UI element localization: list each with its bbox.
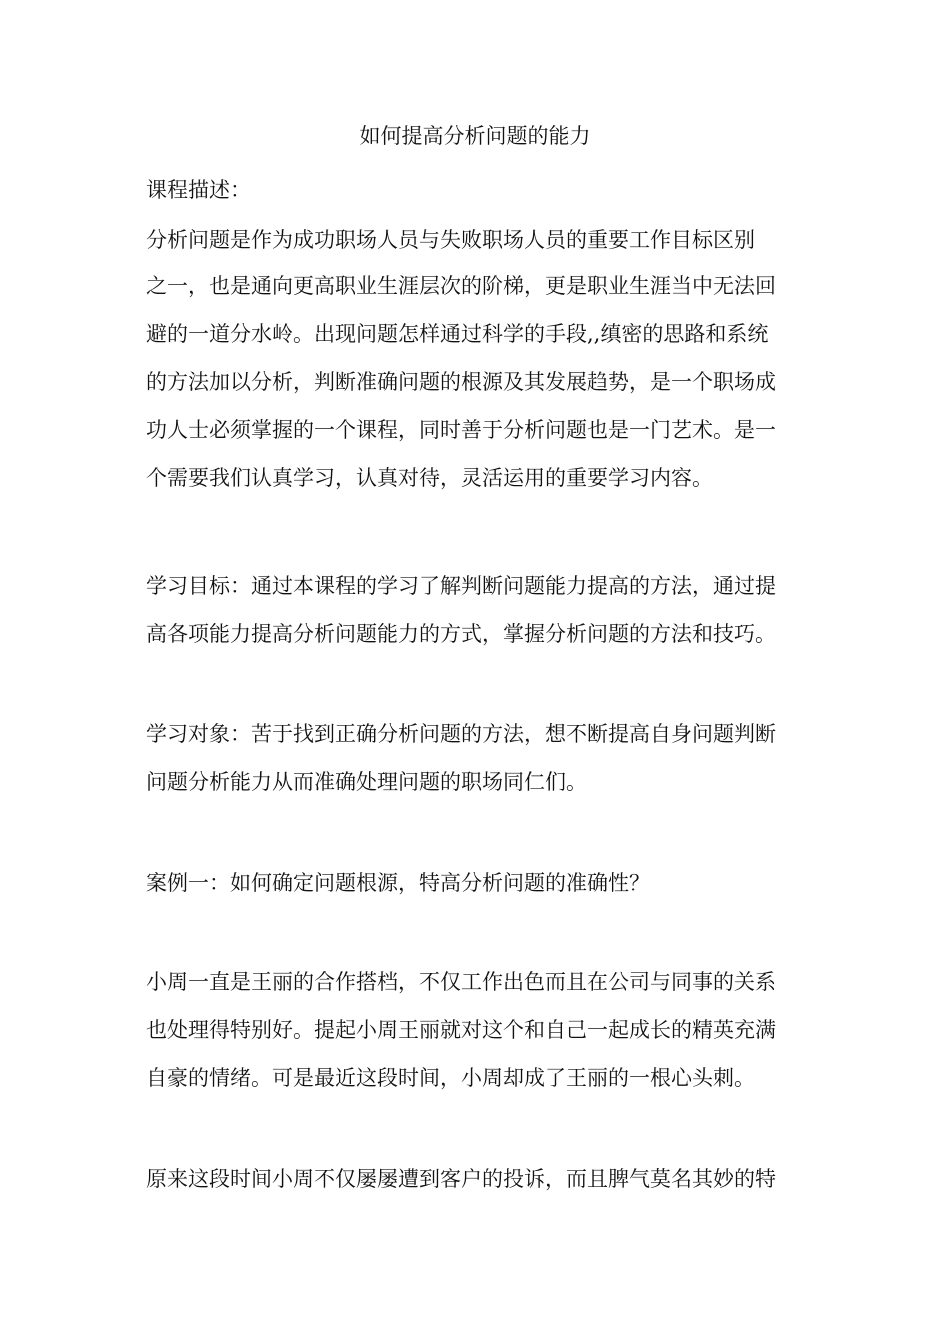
case-heading: 案例一：如何确定问题根源，特高分析问题的准确性？ [146,871,650,895]
description-line: 分析问题是作为成功职场人员与失败职场人员的重要工作目标区别 [146,228,755,252]
learning-goal-line: 高各项能力提高分析问题能力的方式，掌握分析问题的方法和技巧。 [146,622,776,646]
case-paragraph-line: 也处理得特别好。提起小周王丽就对这个和自己一起成长的精英充满 [146,1018,776,1042]
audience-line: 学习对象：苦于找到正确分析问题的方法，想不断提高自身问题判断 [146,722,776,746]
description-line: 避的一道分水岭。出现问题怎样通过科学的手段,,缜密的思路和系统 [146,322,769,346]
case-paragraph-line: 小周一直是王丽的合作搭档，不仅工作出色而且在公司与同事的关系 [146,970,776,994]
document-title: 如何提高分析问题的能力 [359,124,591,148]
case-paragraph-line: 原来这段时间小周不仅屡屡遭到客户的投诉，而且脾气莫名其妙的特 [146,1167,776,1191]
description-line: 功人士必须掌握的一个课程，同时善于分析问题也是一门艺术。是一 [146,418,776,442]
case-paragraph-line: 自豪的情绪。可是最近这段时间，小周却成了王丽的一根心头刺。 [146,1066,755,1090]
audience-line: 问题分析能力从而准确处理问题的职场同仁们。 [146,770,587,794]
description-line: 个需要我们认真学习，认真对待，灵活运用的重要学习内容。 [146,466,713,490]
course-description-label: 课程描述： [146,178,251,202]
learning-goal-line: 学习目标：通过本课程的学习了解判断问题能力提高的方法，通过提 [146,574,776,598]
description-line: 之一，也是通向更高职业生涯层次的阶梯，更是职业生涯当中无法回 [146,274,776,298]
description-line: 的方法加以分析，判断准确问题的根源及其发展趋势，是一个职场成 [146,370,776,394]
